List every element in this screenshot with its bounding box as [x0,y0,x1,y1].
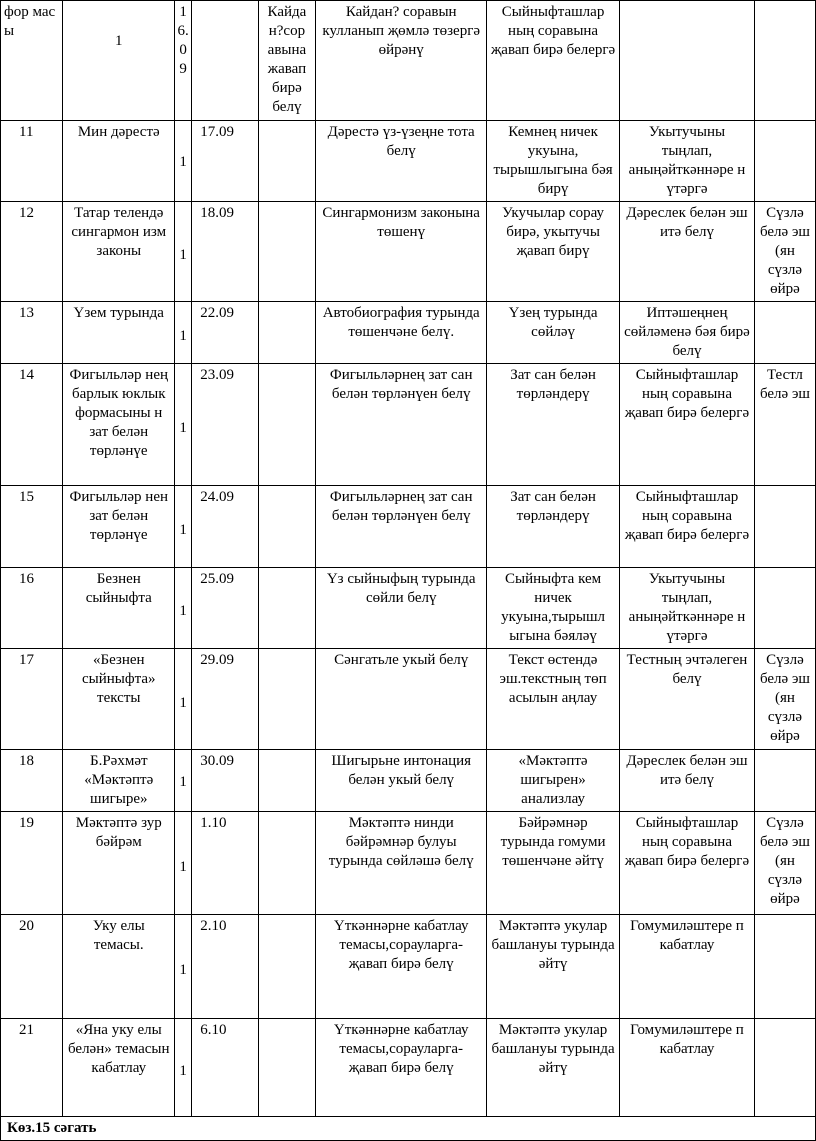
student-activity: Мәктәптә укулар башлануы турында әйтү [487,915,620,1019]
teacher-activity: Сыйныфташлар ның соравына җавап бирә белергә [620,812,755,915]
lesson-date: 29.09 [192,649,258,750]
table-row [1,121,816,202]
extra-activity: Тестл белә эш [754,364,815,486]
lesson-hours: 1 [179,858,187,875]
extra-activity: Сүзлә белә эш (ян сүзлә өйрә [754,649,815,750]
spacer-cell [175,649,192,750]
student-activity: Үзең турында сөйләү [487,302,620,364]
lesson-date: 1.10 [192,812,258,915]
row-number: 19 [1,812,63,915]
spacer-cell [175,364,192,486]
lesson-date: 24.09 [192,486,258,568]
student-activity: Мәктәптә укулар башлануы турында әйтү [487,1019,620,1117]
lesson-hours: 1 [179,1063,187,1079]
lesson-topic: Безнен сыйныфта [63,568,175,649]
row-number: 17 [1,649,63,750]
teacher-activity: Укытучыны тыңлап, аныңәйткәннәре н үтәргә [620,121,755,202]
lesson-content: Шигырьне интонация белән укый белү [316,750,487,812]
footer-row [1,1117,816,1141]
extra-activity: Сүзлә белә эш (ян сүзлә өйрә [754,812,815,915]
row-number: 15 [1,486,63,568]
row-number: 12 [1,202,63,302]
lesson-hours: 1 [179,522,187,538]
extra-activity [754,486,815,568]
lesson-topic: Фигыльләр нен зат белән төрләнүе [63,486,175,568]
lesson-date: 30.09 [192,750,258,812]
extra-activity [754,568,815,649]
teacher-activity: Сыйныфташлар ның соравына җавап бирә белергә [620,364,755,486]
spacer-cell-2 [258,302,316,364]
spacer-cell [175,750,192,812]
lesson-topic: Татар телендә сингармон изм законы [63,202,175,302]
spacer-cell [175,915,192,1019]
student-activity: Бәйрәмнәр турында гомуми төшенчәне әйтү [487,812,620,915]
lesson-topic: «Яна уку елы белән» темасын кабатлау [63,1019,175,1117]
lesson-content: Үз сыйныфың турында сөйли белү [316,568,487,649]
spacer-cell-2 [258,364,316,486]
lesson-topic: Уку елы темасы. [63,915,175,1019]
header-cell-question-where: Кайда н?сор авына жавап бирә белү [258,1,316,121]
spacer-cell-2 [258,812,316,915]
lesson-content: Фигыльләрнең зат сан белән төрләнүен белү [316,364,487,486]
student-activity: «Мәктәптә шигырен» анализлау [487,750,620,812]
table-row [1,568,816,649]
student-activity: Укучылар сорау бирә, укытучы җавап бирү [487,202,620,302]
lesson-date: 18.09 [192,202,258,302]
teacher-activity: Тестның эчтәлеген белү [620,649,755,750]
lesson-topic: «Безнен сыйныфта» тексты [63,649,175,750]
spacer-cell-2 [258,121,316,202]
spacer-cell [175,568,192,649]
lesson-hours: 1 [179,420,187,436]
table-row [1,812,816,915]
lesson-hours: 1 [179,602,187,619]
student-activity: Текст өстендә эш.текстның төп асылын аңлау [487,649,620,750]
lesson-hours: 1 [179,774,187,790]
row-number: 18 [1,750,63,812]
table-row [1,486,816,568]
lesson-date: 2.10 [192,915,258,1019]
table-row [1,364,816,486]
spacer-cell-2 [258,750,316,812]
lesson-content: Үткәннәрне кабатлау темасы,сорауларга- җавап бирә белү [316,915,487,1019]
row-number: 16 [1,568,63,649]
spacer-cell-2 [258,568,316,649]
extra-activity [754,750,815,812]
teacher-activity: Иптәшеңнең сөйләменә бәя бирә белү [620,302,755,364]
student-activity: Кемнең ничек укуына, тырышлыгына бәя бирү [487,121,620,202]
lesson-hours: 1 [179,962,187,978]
teacher-activity: Дәреслек белән эш итә белү [620,202,755,302]
lesson-content: Сингармонизм законына төшенү [316,202,487,302]
table-row [1,649,816,750]
spacer-cell-2 [258,202,316,302]
table-row [1,202,816,302]
lesson-hours: 1 [179,247,187,263]
row-number: 14 [1,364,63,486]
table-row [1,915,816,1019]
lesson-date: 17.09 [192,121,258,202]
student-activity: Сыйныфта кем ничек укуына,тырышл ыгына бәяләү [487,568,620,649]
lesson-content: Дәрестә үз-үзеңне тота белү [316,121,487,202]
header-cell-hours: 1 [63,1,175,121]
teacher-activity: Укытучыны тыңлап, аныңәйткәннәре н үтәргә [620,568,755,649]
lesson-topic: Үзем турында [63,302,175,364]
lesson-date: 25.09 [192,568,258,649]
lesson-content: Мәктәптә нинди бәйрәмнәр булуы турында сөйләшә белү [316,812,487,915]
spacer-cell-2 [258,486,316,568]
spacer-cell-2 [258,915,316,1019]
spacer-cell [175,1019,192,1117]
lesson-hours: 1 [179,694,187,711]
extra-activity [754,915,815,1019]
row-number: 21 [1,1019,63,1117]
lesson-content: Үткәннәрне кабатлау темасы,сорауларга- җавап бирә белү [316,1019,487,1117]
teacher-activity: Сыйныфташлар ның соравына җавап бирә белергә [620,486,755,568]
student-activity: Зат сан белән төрләндерү [487,364,620,486]
header-row [1,1,816,121]
header-cell-empty-2 [620,1,755,121]
row-number: 20 [1,915,63,1019]
lesson-content: Сәнгатьле укый белү [316,649,487,750]
spacer-cell-2 [258,649,316,750]
teacher-activity: Гомумиләштере п кабатлау [620,915,755,1019]
row-number: 11 [1,121,63,202]
extra-activity [754,1019,815,1117]
lesson-topic: Фигыльләр нең барлык юклык формасыны н зат белән төрләнүе [63,364,175,486]
teacher-activity: Дәреслек белән эш итә белү [620,750,755,812]
lesson-date: 6.10 [192,1019,258,1117]
spacer-cell [175,202,192,302]
extra-activity [754,121,815,202]
table-row [1,1019,816,1117]
lesson-date: 23.09 [192,364,258,486]
header-cell-empty [192,1,258,121]
lesson-hours: 1 [179,327,187,344]
header-cell-date-stack: 1 6. 0 9 [175,1,192,121]
lesson-content: Фигыльләрнең зат сан белән төрләнүен белү [316,486,487,568]
lesson-topic: Б.Рәхмәт «Мәктәптә шигыре» [63,750,175,812]
row-number: 13 [1,302,63,364]
spacer-cell [175,812,192,915]
spacer-cell-2 [258,1019,316,1117]
header-cell-form: фор мас ы [1,1,63,121]
header-cell-answer: Сыйныфташлар ның соравына җавап бирә белергә [487,1,620,121]
teacher-activity: Гомумиләштере п кабатлау [620,1019,755,1117]
table-row [1,302,816,364]
extra-activity [754,302,815,364]
lesson-hours: 1 [179,154,187,170]
table-row [1,750,816,812]
header-cell-empty-3 [754,1,815,121]
header-cell-question-from: Кайдан? соравын кулланып җөмлә төзергә өйрәнү [316,1,487,121]
spacer-cell [175,486,192,568]
lesson-topic: Мәктәптә зур бәйрәм [63,812,175,915]
total-hours: Көз.15 сәгать [1,1117,816,1141]
lesson-date: 22.09 [192,302,258,364]
spacer-cell [175,302,192,364]
spacer-cell [175,121,192,202]
lesson-content: Автобиография турында төшенчәне белү. [316,302,487,364]
lesson-topic: Мин дәрестә [63,121,175,202]
extra-activity: Сүзлә белә эш (ян сүзлә өйрә [754,202,815,302]
student-activity: Зат сан белән төрләндерү [487,486,620,568]
